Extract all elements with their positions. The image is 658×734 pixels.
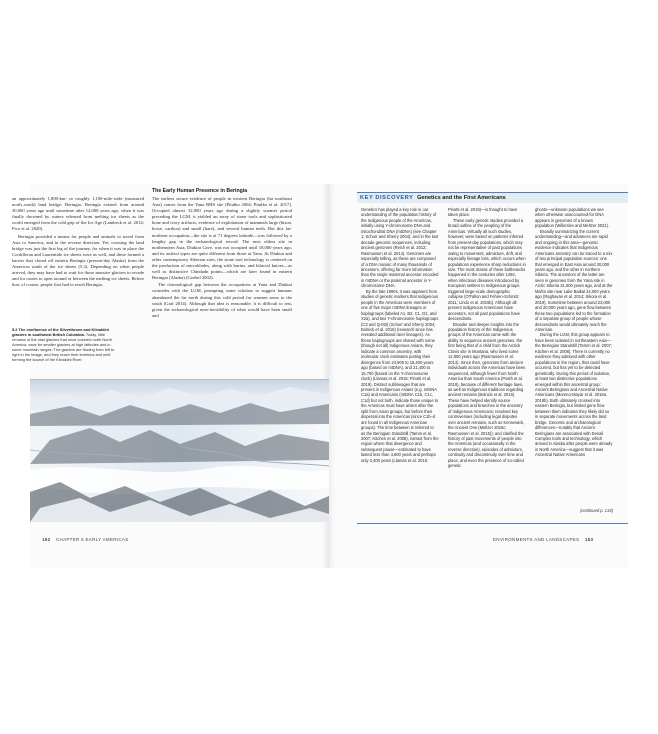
glacier-image [30, 380, 329, 522]
key-discovery-header [357, 192, 628, 203]
left-col2-paragraph: The chronological gap between the occupations at Yana and Diuktai coincides with the LGM, prompting some scholars to suggest humans abandoned the far north during this cold period for warmer areas to the south (Graf 2014). Although that idea is reasonable, it is difficult to test, given the archaeological near-invisibility of what would have been small and [152, 282, 292, 318]
left-col2-paragraph: The earliest secure evidence of people in western Beringia (far northeast Asia) comes from the Yana RHS site (Pitulko 2004; Pitulko et al. 2017). Occupied almost 32,000 years ago during a slightly warmer period preceding the LGM, it yielded an array of stone tools and sophisticated bone and ivory artifacts, evidence of exploitation of mammals large (bison, horse, caribou) and small (hare), and several human teeth. But this far-northern occupation—the site is at 71 degrees latitude—was followed by a lengthy gap in the archaeological record. The next oldest site in northeastern Asia, Diuktai Cave, was not occupied until 18,000 years ago, and its artifact types are quite different from those at Yana. At Diuktai and other contemporary Siberian sites, the stone tool technology is centered on the production of microblades, along with burins, and bifacial knives—as well as distinctive Chindadn points—which are later found in eastern Beringia (Alaska) (Goebel 2002). [152, 196, 292, 281]
glacier-photo [30, 379, 329, 522]
right-column-2 [448, 207, 526, 469]
right-col1-paragraph: Genetics has played a key role in our understanding of the population history of the Indigenous people of the Americas, initially using Y-chromosome DNA and mitochondrial DNA (mtDNA) (see Chapter 1; Schurr and Sherry 2004), and in the last decade genomic sequences, including ancient genomes (Reich et al. 2012; Rasmussen et al. 2014). Genomes are especially telling, as these are composed of a DNA mosaic of many thousands of ancestors, offering far more information than the single maternal ancestor encoded in mtDNA or the paternal ancestor in Y-chromosome DNA. [361, 207, 439, 289]
key-discovery-rule [357, 523, 628, 524]
left-column-2 [152, 188, 292, 320]
left-page-number: 152 [42, 537, 51, 542]
right-col3-paragraph: Broadly summarizing the current understanding—and advances are rapid and ongoing in this area—genomic evidence indicates that Indigenous Americans ancestry can be traced to a mix of two principal population sources: one that emerged in East Asia around 30,000 years ago, and the other in northern Siberia. The ancestors of the latter are seen in genomes from the Yana site in Arctic Siberia 31,600 years ago, and at the Mal'ta site near Lake Baikal 24,000 years ago (Raghavan et al. 2014; Sikora et al. 2019). Sometime between around 23,000 and 20,000 years ago, gene flow between these two populations led to the formation of a separate group of people whose descendants would ultimately reach the Americas. [535, 228, 613, 332]
key-discovery-title: Genetics and the First Americans [417, 195, 506, 201]
section-heading: The Early Human Presence in Beringia [152, 188, 248, 194]
left-footer [42, 537, 129, 542]
right-running-head: ENVIRONMENTS AND LANDSCAPES [493, 537, 580, 542]
right-column-1 [361, 207, 439, 463]
right-column-3 [535, 207, 613, 458]
left-col1-paragraph: Beringia provided a means for people and animals to travel from Asia to America, and in the reverse direction. Yet, crossing the land bridge was just the first leg of the journey, for when it was in place the Cordilleran and Laurentide ice sheets were as well, and these formed a barrier that closed off eastern Beringia (present-day Alaska) from the Americas south of the ice sheets (5.2). Depending on when people arrived, they may have had to wait for those massive glaciers to recede and for routes to open around or between the melting ice sheets. Before that, of course, people first had to reach Beringia. [12, 233, 144, 288]
right-page-number: 153 [584, 537, 594, 542]
right-col2-paragraph: These early genetic studies provided a broad outline of the peopling of the Americas. Virtually all such studies, however, were based on patterns inferred from present-day populations, which may not be representative of past populations owing to movement, admixture, drift, and especially lineage loss, which occurs when populations experience sharp reductions in size. The most drastic of these bottlenecks happened in the centuries after 1492, when infectious diseases introduced by European settlers to Indigenous groups triggered large-scale demographic collapse (O'Fallon and Fehren-Schmitz 2011; Lindo et al. 2016b). Although all present Indigenous Americans have ancestors, not all past populations have descendants. [448, 217, 526, 322]
caption-text: Today, little remains of the vast glaciers that once covered north North America, save for smaller glaciers at high latitudes and in some mountain ranges. The glaciers are flowing from left to right in the image, and they reach their terminus and melt forming the source of the Klinaklini River. [12, 332, 115, 362]
left-col1-paragraph: an approximately 1,800-km- or roughly 1,100-mile-wide (measured north–south) land bridge: Beringia. Beringia existed from around 30,000 years ago until sometime after 12,000 years ago, when it was finally drowned by waters released from melting ice sheets as the world emerged from the cold grip of the Ice Age (Lambeck et al. 2014; Pico et al. 2020). [12, 196, 144, 232]
right-col3-paragraph: ghosts—unknown populations we see when otherwise unaccounted-for DNA appears in genomes of a known population (Willerslev and Meltzer 2021). [535, 207, 610, 229]
left-column-1 [12, 196, 144, 289]
continued-note: (continued p. 134) [580, 508, 613, 513]
caption-label: 5.2 The confluence of the Silverthrone and Klinaklini glaciers in southwest British Columbia. [12, 327, 109, 337]
figure-caption [12, 327, 116, 362]
right-footer [493, 537, 593, 542]
right-col1-paragraph: By the late 1990s, it was apparent from studies of genetic markers that Indigenous people in the Americas were members of one of five major mtDNA lineages or haplogroups (labeled A1, B2, C1, D1, and X2a), and two Y-chromosome haplogroups (C3 and Q-M3) (Schurr and Sherry 2004; Bolnick et al. 2016) (research since has revealed additional rarer lineages). As these haplogroups are shared with some (though not all) Indigenous Asians, they indicate a common ancestry, with molecular clock estimates putting their divergence from 24,900 to 18,400 years ago (based on mtDNA), and 21,400 to 15,700 (based on the Y-chromosome clock) (Llamas et al. 2016; Pinotti et al. 2019). Distinct sublineages that are present in Indigenous Asians (e.g. mtDNA C1a) and Americans (mtDNA C1b, C1c, C1d) but not both, indicate those unique to the Americas must have arisen after the split from Asian groups, but before their dispersal into the Americas (since C1b–d are found in all Indigenous American groups). The time between is referred to as the Beringian Standstill (Tamm et al. 2007; Kitchen et al. 2008), named from the region where that divergence and subsequent pause—estimated to have lasted less than 4,600 years and perhaps only 2,400 years (Llamas et al. 2016; [361, 288, 439, 463]
right-col3-paragraph: During the LGM, this group appears to have been isolated in northeastern Asia—the Beringian Standstill (Tamm et al. 2007; Kitchen et al. 2008). There is currently no evidence they admixed with other populations in the region, that could have occurred, but has yet to be detected genetically. During this period of isolation, at least two distinctive populations emerged within this ancestral group: Ancient Beringians and Ancestral Native Americans (Moreno-Mayar et al. 2018a, 2018b). Both ultimately crossed into eastern Beringia, but limited gene flow between them indicates they likely did so in separate movements across the land bridge. Genomic and archaeological differences—notably that Ancient Beringians are associated with Denali Complex tools and technology, which arrived in Alaska after people were already in North America—suggest that it was Ancestral Native Americans [535, 332, 613, 458]
left-running-head: CHAPTER 5 EARLY AMERICAS [55, 537, 129, 542]
key-discovery-label: KEY DISCOVERY [360, 195, 414, 201]
right-col2-paragraph: Pinotti et al. 2019)—is thought to have taken place. [448, 207, 518, 218]
right-col2-paragraph: Broader and deeper insights into the population history of the Indigenous groups of the Americas came with the ability to sequence ancient genomes, the first being that of a child from the Anzick Clovis site in Montana, who lived some 12,800 years ago (Rasmussen et al. 2014). Since then, genomes from ancient individuals across the Americas have been sequenced, although fewer from North America than South America (Posth et al. 2018), because of different heritage laws, as well as Indigenous traditions regarding ancient remains (Bolnick et al. 2016). These have helped identify source populations and branches in the ancestry of Indigenous Americans; resolved key controversies (including legal disputes over ancient remains, such as Kennewick, the Ancient One (Meltzer 2015c; Rasmussen et al. 2015)); and clarified the history of past movements of people into the Americas (and occasionally in the reverse direction), episodes of admixture, continuity and discontinuity over time and place, and even the presence of so-called genetic [448, 321, 526, 469]
